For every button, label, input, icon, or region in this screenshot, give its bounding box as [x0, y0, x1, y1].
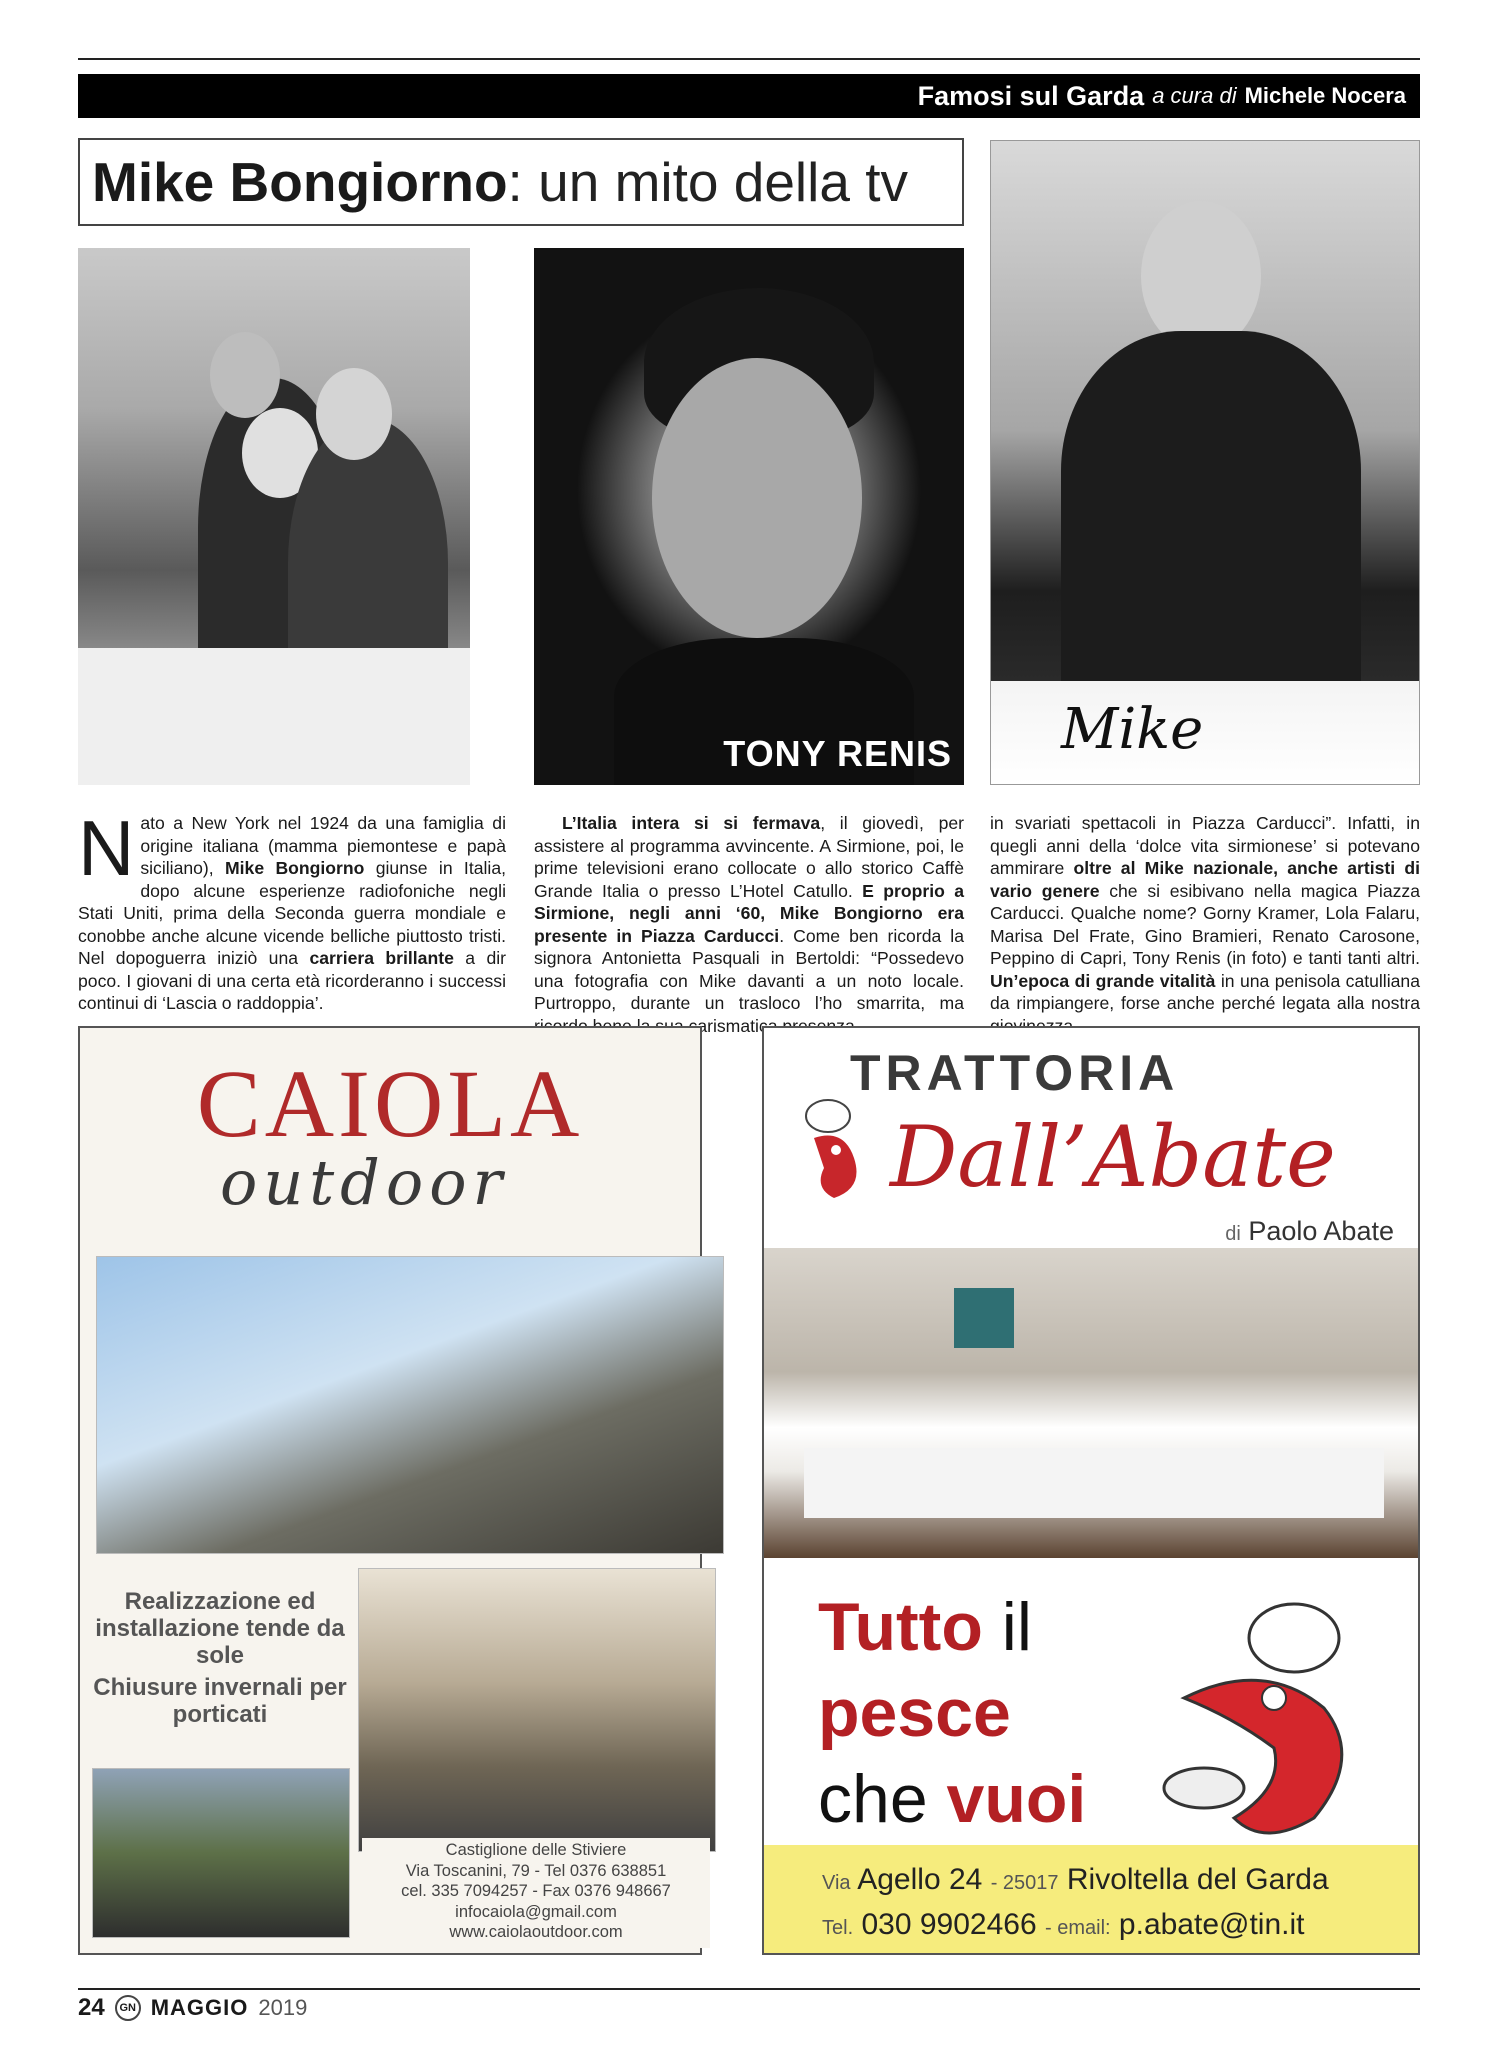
ad-email-prefix: - email: [1045, 1917, 1111, 1939]
bottom-rule [78, 1988, 1420, 1990]
article-text: giunse in Italia, dopo alcune esperienze radiofoniche negli Stati Uniti, prima della Seconda guerra mondiale e conobbe anche alcune vicende belliche piuttosto tristi. Nel dopoguerra iniziò una [78, 858, 506, 968]
curator-prefix: a cura di [1152, 83, 1237, 108]
page-footer [78, 1994, 307, 2022]
ad-photo-dining-room [764, 1248, 1418, 1558]
ad-phones: cel. 335 7094257 - Fax 0376 948667 [401, 1882, 671, 1900]
article-text: , il giovedì, per assistere al programma avvincente. A Sirmione, poi, le prime televisioni erano collocate o allo storico Caffè Grande Italia o presso L’Hotel Catullo. [534, 813, 965, 901]
ad-slogan-word: pesce [818, 1675, 1011, 1751]
ad-zip: - 25017 [990, 1872, 1059, 1894]
autograph-signature: Mike [1061, 697, 1204, 762]
shrimp-chef-icon [784, 1088, 894, 1218]
ad-street: Agello 24 [857, 1863, 983, 1896]
ad-city: Castiglione delle Stiviere [445, 1841, 627, 1859]
article-column-1 [78, 804, 506, 1015]
drop-cap: N [78, 804, 135, 892]
page-number: 24 [78, 1994, 105, 2021]
article-text: in svariati spettacoli in Piazza Carducci”. Infatti, in quegli anni della ‘dolce vita sirmionese’ si potevano ammirare [990, 813, 1420, 878]
ad-brand-logo: CAIOLA [196, 1050, 584, 1157]
article-text: in una penisola catulliana da rimpiangere, forse anche perché legata alla nostra [990, 970, 1420, 1013]
article-bold-text: oltre al Mike nazionale, anche artisti di vario genere [990, 858, 1420, 901]
ad-owner-prefix: di [1225, 1223, 1241, 1245]
ad-owner [1225, 1216, 1394, 1247]
photo-mike-bongiorno [990, 140, 1420, 785]
article-text: che si esibivano nella magica Piazza Carducci. Qualche nome? Gorny Kramer, Lola Falaru, Marisa Del Frate, Gino Bramieri, Renato Carosone, Peppino di Capri, Tony Renis (in foto) e tanti tanti altri. [990, 880, 1420, 968]
article-text: a dir poco. I giovani di una certa età ricorderanno i successi continui di ‘Lascia o raddoppia’. [78, 948, 506, 1013]
section-header-bar [78, 74, 1420, 118]
issue-month: MAGGIO [150, 1995, 249, 2020]
page-title [78, 138, 964, 226]
article-bold-text: carriera brillante [309, 948, 454, 968]
ad-brand-subtitle: outdoor [220, 1146, 509, 1219]
ad-owner-name: Paolo Abate [1248, 1216, 1394, 1246]
ad-service-winter-enclosures: Chiusure invernali per porticati [93, 1674, 347, 1728]
ad-contact-block [362, 1838, 710, 1948]
section-title: Famosi sul Garda [917, 80, 1145, 111]
ad-email-link[interactable]: infocaiola@gmail.com [455, 1902, 617, 1921]
ad-slogan-word: Tutto [818, 1589, 983, 1665]
ad-website-link[interactable]: www.caiolaoutdoor.com [449, 1923, 623, 1941]
article-column-3 [990, 812, 1420, 1037]
issue-year: 2019 [258, 1995, 308, 2020]
shrimp-mascot-icon [1144, 1588, 1404, 1878]
ad-address: Via Toscanini, 79 - Tel 0376 638851 [405, 1861, 667, 1880]
article-text: ato a New York nel 1924 da una famiglia di origine italiana (mamma piemontese e papà siciliano), [140, 813, 506, 878]
headline-name: Mike Bongiorno [92, 151, 508, 213]
article-bold-text: E proprio a Sirmione, negli anni ‘60, Mike Bongiorno era presente in Piazza Carducci [534, 880, 964, 946]
article-bold-text: L’Italia intera si si fermava [562, 813, 821, 833]
ad-caiola-outdoor[interactable] [78, 1026, 702, 1955]
article-text: . Come ben ricorda la signora Antonietta Pasquali in Bertoldi: “Possedevo una fotografia con Mike davanti a un noto locale. Purtroppo, durante un trasloco l’ho smarrita, ma carismatica [534, 925, 965, 1036]
ad-slogan-word: il [982, 1589, 1032, 1665]
photo-tony-renis [534, 248, 964, 785]
ad-email-link[interactable]: p.abate@tin.it [1118, 1908, 1305, 1941]
ad-slogan-word: che [818, 1761, 947, 1837]
ad-photo-pergola [92, 1768, 350, 1938]
ad-restaurant-name: Dall’Abate [890, 1108, 1336, 1206]
headline-rest: : un mito della tv [507, 151, 909, 213]
ad-phone[interactable]: 030 9902466 [861, 1908, 1037, 1941]
curator-name: Michele Nocera [1244, 83, 1406, 108]
article-column-2 [534, 812, 964, 1037]
photo-caption-label: TONY RENIS [723, 733, 952, 774]
ad-photo-terrace-awning [96, 1256, 724, 1554]
ad-photo-umbrellas [358, 1568, 716, 1852]
ad-slogan [818, 1584, 1086, 1842]
top-rule [78, 58, 1420, 60]
magazine-logo-icon: GN [115, 1995, 141, 2021]
ad-contact-bar [764, 1845, 1418, 1953]
ad-slogan-word: vuoi [946, 1761, 1087, 1837]
ad-title: TRATTORIA [850, 1045, 1180, 1101]
article-bold-text: Mike Bongiorno [225, 858, 365, 878]
ad-via-prefix: Via [822, 1872, 851, 1894]
photo-group-dinner [78, 248, 470, 785]
ad-tel-prefix: Tel. [822, 1917, 854, 1939]
article-bold-text: Un’epoca di grande vitalità [990, 970, 1216, 991]
ad-trattoria-dall-abate[interactable] [762, 1026, 1420, 1955]
ad-town: Rivoltella del Garda [1066, 1863, 1329, 1896]
ad-service-awnings: Realizzazione ed installazione tende da sole [95, 1588, 345, 1669]
